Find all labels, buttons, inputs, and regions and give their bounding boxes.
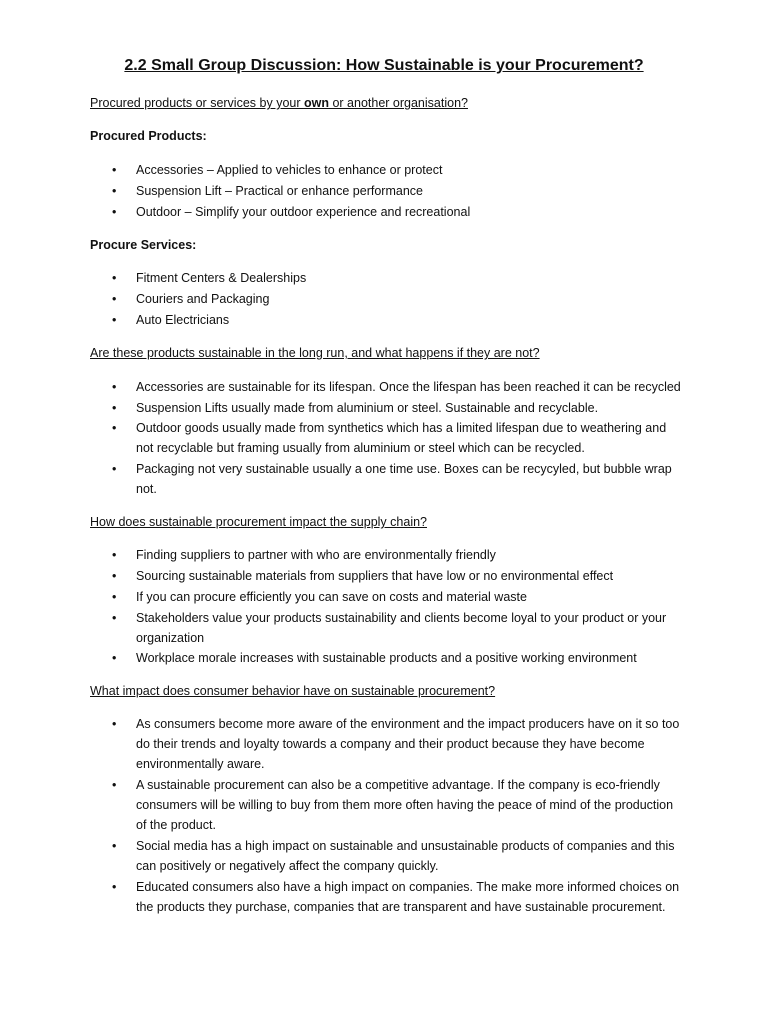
question-supply-chain: How does sustainable procurement impact the supply chain? xyxy=(90,515,427,529)
bullet-icon: • xyxy=(112,778,117,792)
bullet-icon: • xyxy=(112,611,117,625)
question-text: or another organisation? xyxy=(328,96,468,110)
list-item: Accessories are sustainable for its lifespan. Once the lifespan has been reached it can be recycled xyxy=(136,380,681,394)
question-emphasis: own xyxy=(303,96,329,110)
bullet-icon: • xyxy=(112,880,117,894)
bullet-icon: • xyxy=(112,401,117,415)
page-title: 2.2 Small Group Discussion: How Sustainable is your Procurement? xyxy=(124,57,644,74)
bullet-icon: • xyxy=(112,313,117,327)
list-item: Workplace morale increases with sustainable products and a positive working environment xyxy=(136,651,637,665)
bullet-icon: • xyxy=(112,380,117,394)
list-item: Social media has a high impact on sustainable and unsustainable products of companies and this can positively or negatively affect the company quickly. xyxy=(136,839,675,874)
bullet-icon: • xyxy=(112,717,117,731)
list-item: Couriers and Packaging xyxy=(136,292,270,306)
list-item: Fitment Centers & Dealerships xyxy=(136,271,307,285)
list-item: Accessories – Applied to vehicles to enhance or protect xyxy=(136,163,443,177)
section-heading-procure-services: Procure Services: xyxy=(90,238,197,252)
section-heading-procured-products: Procured Products: xyxy=(90,129,207,143)
bullet-icon: • xyxy=(112,271,117,285)
list-item: Sourcing sustainable materials from suppliers that have low or no environmental effect xyxy=(136,569,614,583)
bullet-icon: • xyxy=(112,163,117,177)
list-item: Auto Electricians xyxy=(136,313,230,327)
list-item: Stakeholders value your products sustainability and clients become loyal to your product or your organization xyxy=(136,611,667,646)
bullet-icon: • xyxy=(112,651,117,665)
bullet-icon: • xyxy=(112,839,117,853)
question-consumer-behavior: What impact does consumer behavior have on sustainable procurement? xyxy=(90,684,496,698)
list-item: Outdoor – Simplify your outdoor experience and recreational xyxy=(136,205,471,219)
bullet-icon: • xyxy=(112,462,117,476)
list-item: Finding suppliers to partner with who are environmentally friendly xyxy=(136,548,496,562)
bullet-icon: • xyxy=(112,421,117,435)
question-procured xyxy=(90,93,468,113)
list-item: Outdoor goods usually made from synthetics which has a limited lifespan due to weathering and not recyclable but framing usually from aluminium or steel which can be recycled. xyxy=(136,421,667,456)
bullet-icon: • xyxy=(112,590,117,604)
bullet-icon: • xyxy=(112,569,117,583)
list-item: Educated consumers also have a high impact on companies. The make more informed choices on the products they purchase, companies that are transparent and have sustainable procurement. xyxy=(136,880,680,915)
bullet-icon: • xyxy=(112,205,117,219)
list-item: Packaging not very sustainable usually a one time use. Boxes can be recycyled, but bubble wrap not. xyxy=(136,462,672,497)
question-sustainable-long-run: Are these products sustainable in the long run, and what happens if they are not? xyxy=(90,346,540,360)
list-item: Suspension Lifts usually made from aluminium or steel. Sustainable and recyclable. xyxy=(136,401,599,415)
list-item: As consumers become more aware of the environment and the impact producers have on it so too do their trends and loyalty towards a company and their product because they have become environmentally aware. xyxy=(136,717,680,772)
list-item: If you can procure efficiently you can save on costs and material waste xyxy=(136,590,527,604)
list-item: A sustainable procurement can also be a competitive advantage. If the company is eco-friendly consumers will be willing to buy from them more often having the peace of mind of the production of the product. xyxy=(136,778,674,833)
question-text: Procured products or services by your xyxy=(90,96,304,110)
bullet-icon: • xyxy=(112,184,117,198)
list-item: Suspension Lift – Practical or enhance performance xyxy=(136,184,423,198)
bullet-icon: • xyxy=(112,292,117,306)
bullet-icon: • xyxy=(112,548,117,562)
